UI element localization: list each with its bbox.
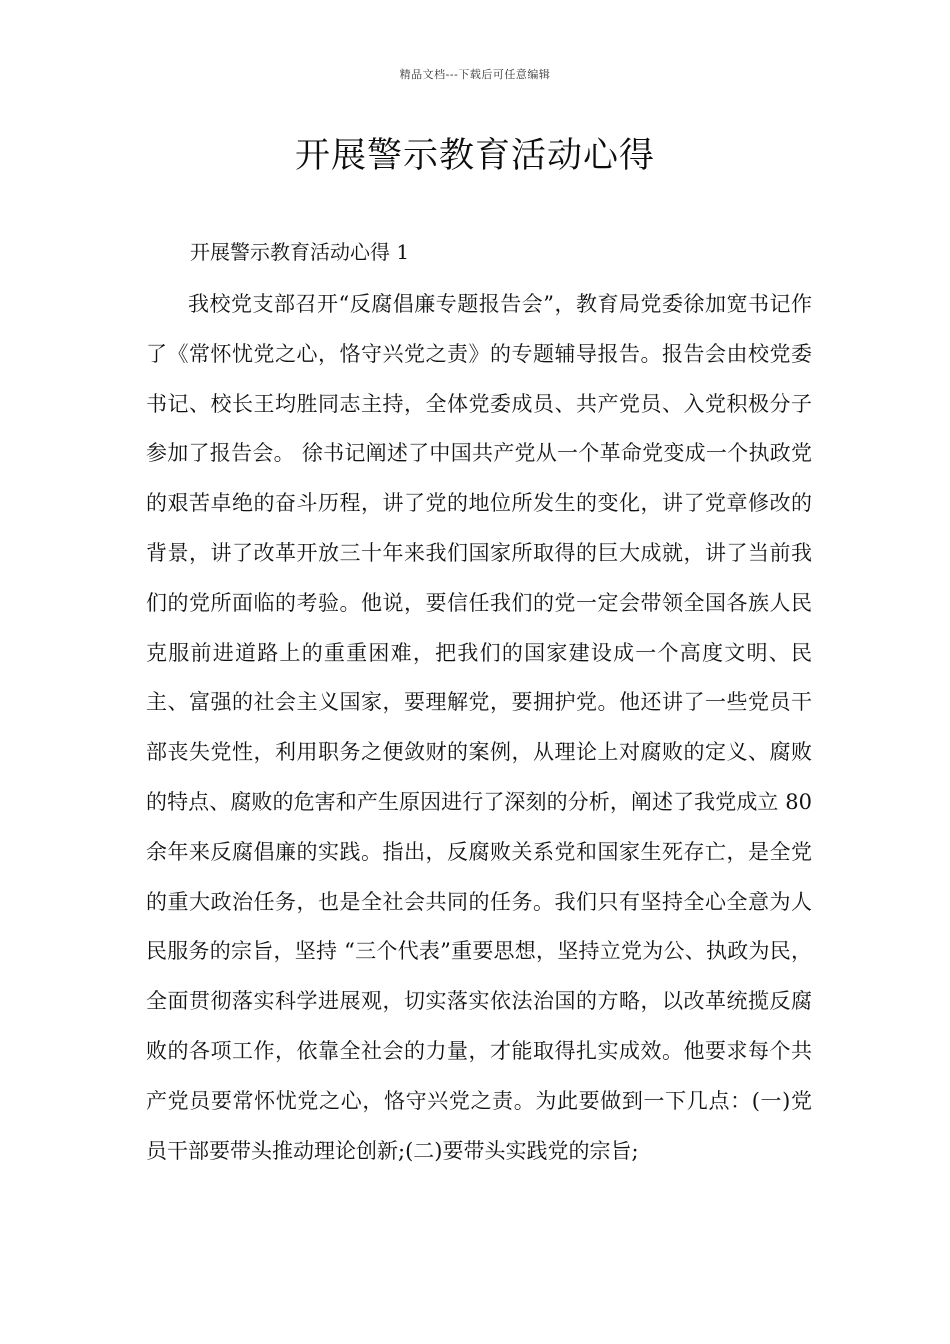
section-heading: 开展警示教育活动心得 1 (190, 240, 410, 264)
document-title: 开展警示教育活动心得 (294, 136, 655, 176)
header-note: 精品文档---下载后可任意编辑 (399, 68, 551, 81)
body-paragraph: 我校党支部召开“反腐倡廉专题报告会”，教育局党委徐加宽书记作了《常怀忧党之心，恪守兴党之责》的专题辅导报告。报告会由校党委书记、校长王均胜同志主持，全体党委成员、共产党员、入党积极分子参加了报告会。 徐书记阐述了中国共产党从一个革命党变成一个执政党的艰苦卓绝的奋斗历程，讲了党的地位所发生的变化，讲了党章修改的背景，讲了改革开放三十年来我们国家所取得的巨大成就，讲了当前我们的党所面临的考验。他说，要信任我们的党一定会带领全国各族人民克服前进道路上的重重困难，把我们的国家建设成一个高度文明、民主、富强的社会主义国家，要理解党，要拥护党。他还讲了一些党员干部丧失党性，利用职务之便敛财的案例，从理论上对腐败的定义、腐败的特点、腐败的危害和产生原因进行了深刻的分析，阐述了我党成立 80 余年来反腐倡廉的实践。指出，反腐败关系党和国家生死存亡，是全党的重大政治任务，也是全社会共同的任务。我们只有坚持全心全意为人民服务的宗旨，坚持 “三个代表”重要思想，坚持立党为公、执政为民，全面贯彻落实科学进展观，切实落实依法治国的方略，以改革统揽反腐败的各项工作，依靠全社会的力量，才能取得扎实成效。他要求每个共产党员要常怀忧党之心，恪守兴党之责。为此要做到一下几点：(一)党员干部要带头推动理论创新;(二)要带头实践党的宗旨; (146, 292, 812, 1163)
